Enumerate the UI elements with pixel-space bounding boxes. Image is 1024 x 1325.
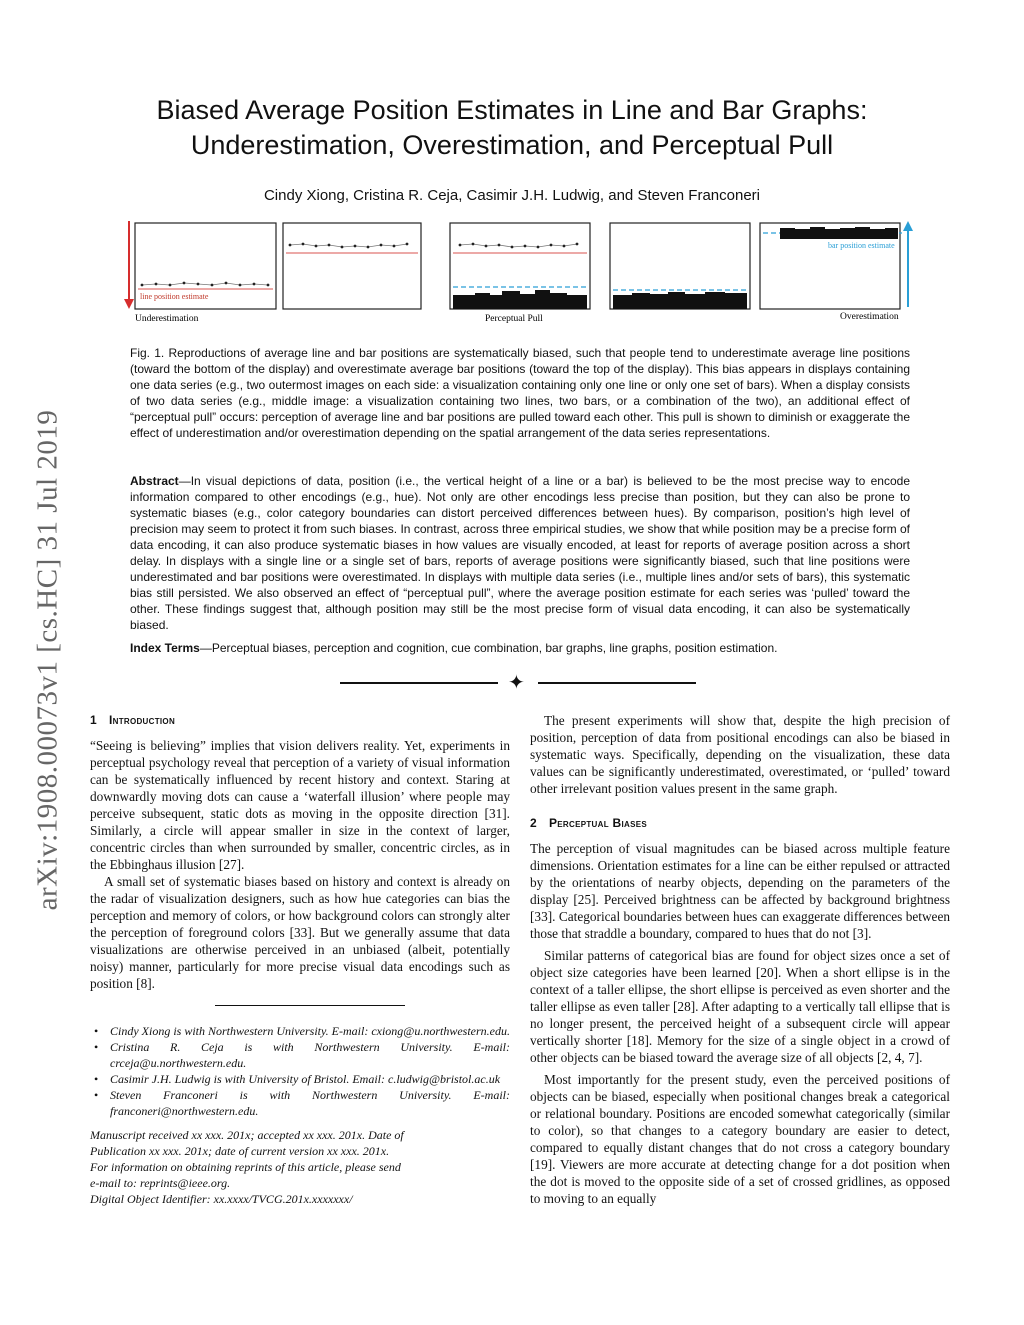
teaser-figure	[120, 215, 920, 330]
up-arrow-icon	[903, 221, 913, 307]
section-1-heading	[90, 712, 510, 729]
label-perceptual-pull: Perceptual Pull	[485, 314, 543, 324]
intro-paragraph-2: A small set of systematic biases based on history and context is already on the radar of visualization designers, such as how hue categories can bias the perception and memory of colors, or how background colors can strongly alter the perception of foreground colors [33]. But we generally assume that data visualizations are otherwise perceived in an unbiased (albeit, potentially noisy) manner, particularly for more precise visual data encodings such as position [8].	[90, 874, 510, 991]
biases-paragraph-2: Similar patterns of categorical bias are found for object sizes once a set of object size categories have been learned [20]. When a short ellipse is in the context of a taller ellipse, the short ellipse is perceived as even shorter and the taller ellipse as even taller [28]. After adapting to a vertically tall ellipse that is no longer present, the perceived height of a subsequent circle will appear vertically shorter [18]. Memory for the size of a single object in a crowd of other objects can be biased toward the average size of all objects [2, 4, 7].	[530, 948, 950, 1065]
divider-star-icon: ✦	[508, 670, 525, 694]
panel-bars-low	[610, 223, 750, 309]
intro-paragraph-1: “Seeing is believing” implies that vision delivers reality. Yet, experiments in perceptual psychology reveal that perception of a variety of visual information can be systematically influenced by recent history and context. Staring at downwardly moving dots can cause a ‘waterfall illusion’ where people may perceive subsequent, static dots as moving in the opposite direction [31]. Similarly, a circle will appear smaller in size in the context of larger, concentric circles than when surrounded by smaller, concentric circles, as in the Ebbinghaus illusion [27].	[90, 738, 510, 872]
section-1-title: Introduction	[108, 713, 176, 727]
title-line-1: Biased Average Position Estimates in Line and Bar Graphs:	[156, 95, 868, 125]
biases-paragraph-3: Most importantly for the present study, even the perceived positions of objects can be biased, especially when positional changes break a categorical or relational boundary. Positions are encoded somewhat categorically (similar to color), so that changes to a category boundary are easier to detect, compared to equally distant changes that do not cross a category boundary [19]. Viewers are more accurate at detecting change for a dot position when the dot is moved to the opposite side of a set of crossed gridlines, as opposed to moving to an equally	[530, 1072, 950, 1206]
right-column	[530, 712, 950, 1207]
affiliation-item: • Cristina R. Ceja is with Northwestern University. E-mail: crceja@u.northwestern.edu.	[90, 1039, 510, 1071]
panel-single-line	[135, 223, 276, 309]
manuscript-line: Digital Object Identifier: xx.xxxx/TVCG.201x.xxxxxxx/	[90, 1192, 353, 1206]
abstract-text: —In visual depictions of data, position (i.e., the vertical height of a line or a bar) is believed to be the most precise way to encode information compared to other encodings (e.g., hue). Not only are other encodings less precise than position, but they can also be prone to systematic biases (e.g., color category boundaries can distort perceived differences between hues). By comparison, position’s high level of precision may seem to protect it from such biases. In contrast, across three empirical studies, we show that while position may be a precise form of data encoding, it can also produce systematic biases in how values are visually encoded, at least for reports of average position across a short delay. In displays with a single line or a single set of bars, reports of average positions were significantly biased, such that line positions were underestimated and bar positions were overestimated. In displays with multiple data series (i.e., multiple lines and/or sets of bars), this systematic bias still persisted. We also observed an effect of “perceptual pull”, where the average position estimate for each series was ‘pulled’ toward the other. These findings suggest that, although position may still be the most precise form of visual data encoding, it can also be systematically biased.	[130, 474, 910, 632]
section-2-heading	[530, 815, 950, 832]
title-line-2: Underestimation, Overestimation, and Perceptual Pull	[190, 130, 834, 160]
section-2-title: Perceptual Biases	[548, 816, 647, 830]
bar-estimate-label: bar position estimate	[828, 241, 895, 250]
index-terms-text: —Perceptual biases, perception and cognition, cue combination, bar graphs, line graphs, position estimation.	[199, 641, 778, 655]
manuscript-line: Publication xx xxx. 201x; date of current version xx xxx. 201x.	[90, 1144, 390, 1158]
footnote-rule	[215, 1005, 405, 1006]
abstract-label: Abstract	[130, 474, 179, 488]
figure-caption: Fig. 1. Reproductions of average line and bar positions are systematically biased, such that people tend to underestimate average line positions (toward the bottom of the display) and overestimate average bar positions (toward the top of the display). This bias appears in displays containing one data series (e.g., two outermost images on each side: a visualization containing only one line or only one set of bars). When a display consists of two data series (e.g., middle image: a visualization containing two lines, two bars, or a combination of the two), an additional effect of “perceptual pull” occurs: perception of average line and bar positions are pulled toward each other. This pull is shown to diminish or exaggerate the effect of underestimation and/or overestimation depending on the spatial arrangement of the data series representations.	[130, 346, 910, 440]
panel-line-and-bars	[450, 223, 590, 309]
panel-line-top	[283, 223, 421, 309]
label-overestimation: Overestimation	[840, 312, 899, 322]
manuscript-line: For information on obtaining reprints of this article, please send	[90, 1160, 401, 1174]
label-underestimation: Underestimation	[135, 314, 199, 324]
affiliation-item: • Cindy Xiong is with Northwestern University. E-mail: cxiong@u.northwestern.edu.	[90, 1023, 510, 1039]
manuscript-note	[90, 1127, 510, 1207]
right-intro-paragraph: The present experiments will show that, despite the high precision of position, perception of data from positional encodings can also be biased in systematic ways. Specifically, depending on the visualization, these data values can be significantly underestimated, overestimated, or ‘pulled’ toward other irrelevant position values present in the same graph.	[530, 713, 950, 796]
left-column	[90, 712, 510, 1207]
panel-bars-high	[760, 223, 902, 309]
section-1-number: 1	[90, 713, 97, 727]
down-arrow-icon	[124, 221, 134, 309]
line-estimate-label: line position estimate	[140, 292, 209, 301]
arxiv-id: arXiv:1908.00073v1 [cs.HC] 31 Jul 2019	[31, 409, 64, 911]
index-terms	[130, 640, 910, 656]
section-2-number: 2	[530, 816, 537, 830]
manuscript-line: e-mail to: reprints@ieee.org.	[90, 1176, 231, 1190]
affiliation-list	[90, 1023, 510, 1119]
manuscript-line: Manuscript received xx xxx. 201x; accepted xx xxx. 201x. Date of	[90, 1128, 404, 1142]
biases-paragraph-1: The perception of visual magnitudes can be biased across multiple feature dimensions. Orientation estimates for a line can be either repulsed or attracted by the orientations of nearby objects, depending on the parameters of the display [25]. Perceived brightness can be affected by background brightness [33]. Categorical boundaries between hues can exaggerate differences between those that straddle a boundary, compared to hues that do not [3].	[530, 841, 950, 941]
abstract	[130, 473, 910, 633]
index-terms-label: Index Terms	[130, 641, 200, 655]
author-list: Cindy Xiong, Cristina R. Ceja, Casimir J.H. Ludwig, and Steven Franconeri	[263, 187, 761, 204]
paper-title	[0, 93, 1024, 163]
section-divider	[340, 672, 700, 692]
affiliation-item: • Casimir J.H. Ludwig is with University of Bristol. Email: c.ludwig@bristol.ac.uk	[90, 1071, 510, 1087]
affiliation-item: • Steven Franconeri is with Northwestern University. E-mail: franconeri@northwestern.edu.	[90, 1087, 510, 1119]
